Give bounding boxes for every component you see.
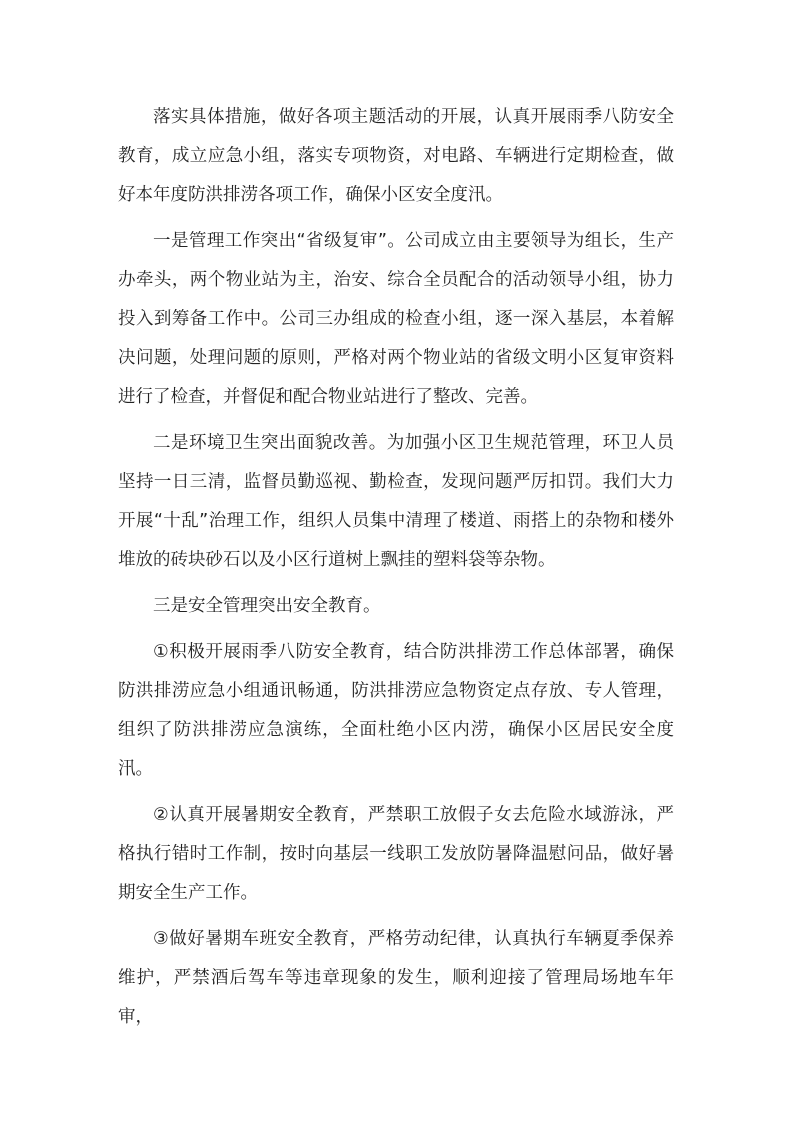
paragraph-intro: 落实具体措施，做好各项主题活动的开展，认真开展雨季八防安全教育，成立应急小组，落实专项物资，对电路、车辆进行定期检查，做好本年度防洪排涝各项工作，确保小区安全度汛。 — [118, 107, 674, 205]
paragraph-management: 一是管理工作突出“省级复审”。公司成立由主要领导为组长，生产办牵头，两个物业站为主，治安、综合全员配合的活动领导小组，协力投入到筹备工作中。公司三办组成的检查小组，逐一深入基层，本着解决问题，处理问题的原则，严格对两个物业站的省级文明小区复审资料进行了检查，并督促和配合物业站进行了整改、完善。 — [118, 231, 674, 407]
paragraph-safety-item-2: ②认真开展暑期安全教育，严禁职工放假子女去危险水域游泳，严格执行错时工作制，按时向基层一线职工发放防暑降温慰问品，做好暑期安全生产工作。 — [118, 805, 674, 903]
paragraph-safety-heading: 三是安全管理突出安全教育。 — [153, 596, 381, 616]
paragraph-safety-item-3: ③做好暑期车班安全教育，严格劳动纪律，认真执行车辆夏季保养维护，严禁酒后驾车等违章现象的发生，顺利迎接了管理局场地车年审， — [118, 929, 674, 1027]
document-body — [118, 98, 674, 1044]
paragraph-environment: 二是环境卫生突出面貌改善。为加强小区卫生规范管理，环卫人员坚持一日三清，监督员勤巡视、勤检查，发现问题严厉扣罚。我们大力开展“十乱”治理工作，组织人员集中清理了楼道、雨搭上的杂物和楼外堆放的砖块砂石以及小区行道树上飘挂的塑料袋等杂物。 — [118, 433, 674, 570]
paragraph-safety-item-1: ①积极开展雨季八防安全教育，结合防洪排涝工作总体部署，确保防洪排涝应急小组通讯畅通，防洪排涝应急物资定点存放、专人管理，组织了防洪排涝应急演练，全面杜绝小区内涝，确保小区居民安全度汛。 — [118, 642, 674, 779]
